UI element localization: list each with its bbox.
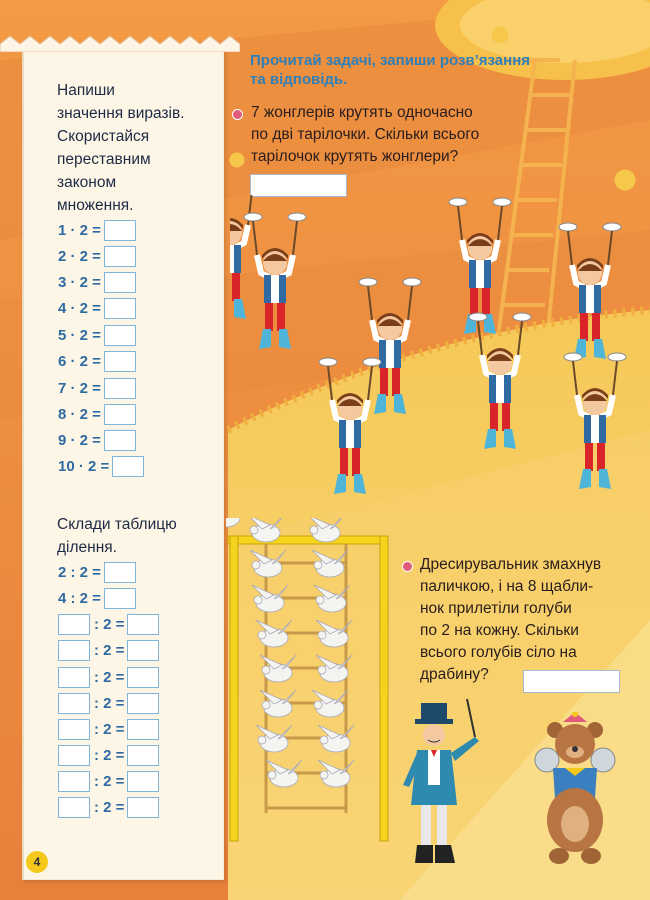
mult-row bbox=[58, 272, 136, 293]
problem-line: паличкою, і на 8 щабли- bbox=[420, 578, 594, 595]
ringmaster-illustration bbox=[395, 695, 490, 870]
problem-line: тарілочок крутять жонглери? bbox=[251, 148, 459, 165]
dividend-field[interactable] bbox=[58, 614, 90, 635]
problem-line: Дресирувальник змахнув bbox=[420, 556, 602, 573]
title-line: Прочитай задачі, запиши розв’язання bbox=[250, 52, 531, 69]
paper-torn-top bbox=[0, 30, 240, 52]
task-title bbox=[250, 51, 530, 89]
div-row bbox=[58, 745, 159, 766]
dividend-field[interactable] bbox=[58, 745, 90, 766]
answer-field[interactable] bbox=[127, 797, 159, 818]
answer-field-jugglers[interactable] bbox=[250, 174, 347, 197]
div-expression: : 2 = bbox=[94, 773, 125, 790]
mult-expression: 6 · 2 = bbox=[58, 353, 101, 370]
answer-field[interactable] bbox=[127, 771, 159, 792]
dividend-field[interactable] bbox=[58, 667, 90, 688]
div-expression: 2 : 2 = bbox=[58, 564, 101, 581]
answer-field[interactable] bbox=[127, 693, 159, 714]
mult-expression: 2 · 2 = bbox=[58, 248, 101, 265]
bullet-icon bbox=[232, 109, 243, 120]
problem-line: по дві тарілочки. Скільки всього bbox=[251, 126, 480, 143]
answer-field[interactable] bbox=[127, 745, 159, 766]
answer-field-doves[interactable] bbox=[523, 670, 620, 693]
div-row bbox=[58, 719, 159, 740]
instruction-line: Напиши bbox=[57, 82, 115, 99]
mult-expression: 8 · 2 = bbox=[58, 406, 101, 423]
mult-expression: 4 · 2 = bbox=[58, 300, 101, 317]
answer-field[interactable] bbox=[104, 588, 136, 609]
dividend-field[interactable] bbox=[58, 797, 90, 818]
div-expression: : 2 = bbox=[94, 747, 125, 764]
answer-field[interactable] bbox=[104, 430, 136, 451]
answer-field[interactable] bbox=[104, 246, 136, 267]
div-expression: : 2 = bbox=[94, 616, 125, 633]
answer-field[interactable] bbox=[104, 404, 136, 425]
mult-row bbox=[58, 430, 136, 451]
div-expression: 4 : 2 = bbox=[58, 590, 101, 607]
answer-field[interactable] bbox=[104, 562, 136, 583]
answer-field[interactable] bbox=[112, 456, 144, 477]
dove-ladder-illustration bbox=[226, 518, 396, 848]
answer-field[interactable] bbox=[104, 378, 136, 399]
div-row bbox=[58, 693, 159, 714]
problem-line: всього голубів сіло на bbox=[420, 644, 577, 661]
page-number: 4 bbox=[26, 851, 48, 873]
problem-jugglers bbox=[251, 102, 479, 168]
mult-expression: 5 · 2 = bbox=[58, 327, 101, 344]
problem-line: нок прилетіли голуби bbox=[420, 600, 572, 617]
answer-field[interactable] bbox=[127, 614, 159, 635]
dividend-field[interactable] bbox=[58, 719, 90, 740]
mult-row bbox=[58, 325, 136, 346]
div-row bbox=[58, 797, 159, 818]
jugglers-illustration bbox=[230, 195, 650, 515]
div-row bbox=[58, 667, 159, 688]
mult-expression: 3 · 2 = bbox=[58, 274, 101, 291]
instruction-line: множення. bbox=[57, 197, 134, 214]
title-line: та відповідь. bbox=[250, 71, 348, 88]
answer-field[interactable] bbox=[104, 272, 136, 293]
mult-expression: 9 · 2 = bbox=[58, 432, 101, 449]
div-expression: : 2 = bbox=[94, 642, 125, 659]
div-expression: : 2 = bbox=[94, 669, 125, 686]
mult-expression: 10 · 2 = bbox=[58, 458, 110, 475]
instruction-line: Скористайся bbox=[57, 128, 150, 145]
answer-field[interactable] bbox=[104, 220, 136, 241]
div-expression: : 2 = bbox=[94, 799, 125, 816]
answer-field[interactable] bbox=[127, 640, 159, 661]
div-row bbox=[58, 588, 136, 609]
dividend-field[interactable] bbox=[58, 640, 90, 661]
instruction-line: значення виразів. bbox=[57, 105, 185, 122]
instruction-line: переставним bbox=[57, 151, 151, 168]
mult-expression: 7 · 2 = bbox=[58, 380, 101, 397]
instruction-line: Склади таблицю bbox=[57, 516, 177, 533]
mult-row bbox=[58, 378, 136, 399]
answer-field[interactable] bbox=[127, 667, 159, 688]
problem-line: драбину? bbox=[420, 666, 489, 683]
div-row bbox=[58, 771, 159, 792]
problem-line: по 2 на кожну. Скільки bbox=[420, 622, 579, 639]
div-row bbox=[58, 614, 159, 635]
instruction-division bbox=[57, 513, 177, 559]
div-expression: : 2 = bbox=[94, 695, 125, 712]
mult-row bbox=[58, 298, 136, 319]
dividend-field[interactable] bbox=[58, 771, 90, 792]
problem-doves bbox=[420, 554, 601, 686]
mult-row bbox=[58, 351, 136, 372]
answer-field[interactable] bbox=[104, 325, 136, 346]
instruction-line: ділення. bbox=[57, 539, 117, 556]
answer-field[interactable] bbox=[127, 719, 159, 740]
bear-illustration bbox=[525, 712, 625, 872]
mult-row bbox=[58, 404, 136, 425]
div-row bbox=[58, 562, 136, 583]
answer-field[interactable] bbox=[104, 351, 136, 372]
mult-row bbox=[58, 456, 144, 477]
problem-line: 7 жонглерів крутять одночасно bbox=[251, 104, 473, 121]
mult-row bbox=[58, 246, 136, 267]
bullet-icon bbox=[402, 561, 413, 572]
answer-field[interactable] bbox=[104, 298, 136, 319]
dividend-field[interactable] bbox=[58, 693, 90, 714]
instruction-multiply bbox=[57, 79, 185, 217]
div-row bbox=[58, 640, 159, 661]
mult-row bbox=[58, 220, 136, 241]
instruction-line: законом bbox=[57, 174, 117, 191]
mult-expression: 1 · 2 = bbox=[58, 222, 101, 239]
div-expression: : 2 = bbox=[94, 721, 125, 738]
